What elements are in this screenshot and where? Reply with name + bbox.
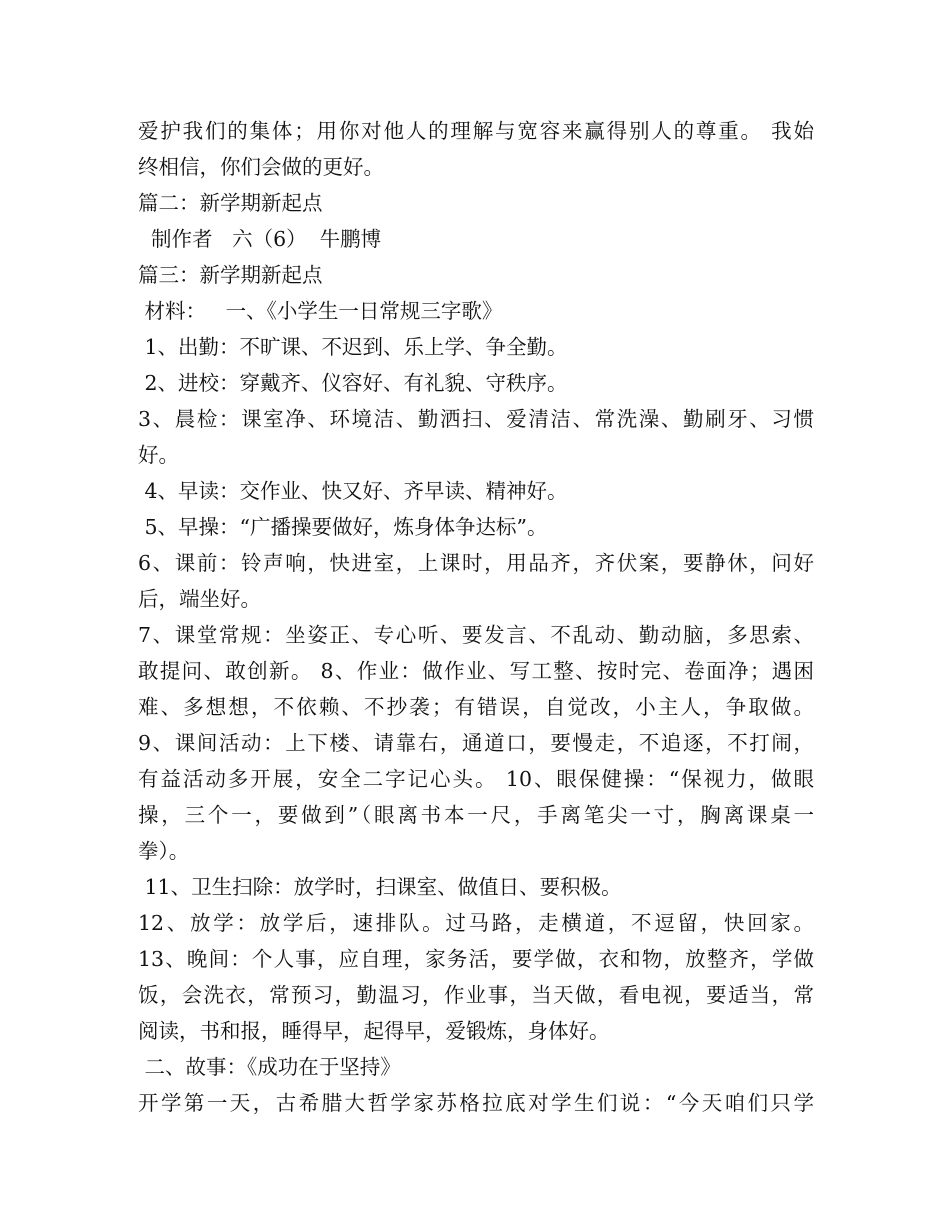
text-line: 9、课间活动：上下楼、请靠右，通道口，要慢走，不追逐，不打闹，	[138, 731, 814, 755]
text-line: 3、晨检：课室净、环境洁、勤洒扫、爱清洁、常洗澡、勤刷牙、习惯	[138, 407, 814, 431]
text-line: 13、晚间：个人事，应自理，家务活，要学做，衣和物，放整齐，学做	[138, 947, 814, 971]
text-line: 好。	[138, 443, 179, 467]
text-line: 敢提问、敢创新。 8、作业：做作业、写工整、按时完、卷面净；遇困	[138, 659, 814, 683]
text-line: 制作者 六（6） 牛鹏博	[138, 227, 382, 251]
text-line: 材料： 一、《小学生一日常规三字歌》	[138, 299, 503, 323]
text-line: 阅读，书和报，睡得早，起得早，爱锻炼，身体好。	[138, 1019, 610, 1043]
text-line: 1、出勤：不旷课、不迟到、乐上学、争全勤。	[138, 335, 568, 359]
text-line: 4、早读：交作业、快又好、齐早读、精神好。	[138, 479, 568, 503]
text-line: 二、故事：《成功在于坚持》	[138, 1055, 401, 1079]
text-line: 操，三个一，要做到”（眼离书本一尺，手离笔尖一寸，胸离课桌一	[138, 803, 814, 827]
text-line: 11、卫生扫除：放学时，扫课室、做值日、要积极。	[138, 875, 622, 899]
text-line: 2、进校：穿戴齐、仪容好、有礼貌、守秩序。	[138, 371, 568, 395]
text-line: 后，端坐好。	[138, 587, 261, 611]
text-line: 拳）。	[138, 839, 190, 863]
text-line: 7、课堂常规：坐姿正、专心听、要发言、不乱动、勤动脑，多思索、	[138, 623, 814, 647]
text-line: 12、放学：放学后，速排队。过马路，走横道，不逗留，快回家。	[138, 911, 814, 935]
text-line: 饭，会洗衣，常预习，勤温习，作业事，当天做，看电视，要适当，常	[138, 983, 814, 1007]
text-line: 篇三：新学期新起点	[138, 263, 323, 287]
document-body	[138, 113, 814, 1121]
text-line: 开学第一天，古希腊大哲学家苏格拉底对学生们说：“今天咱们只学	[138, 1091, 814, 1115]
text-line: 难、多想想，不依赖、不抄袭；有错误，自觉改，小主人，争取做。	[138, 695, 814, 719]
text-line: 篇二：新学期新起点	[138, 191, 323, 215]
text-line: 有益活动多开展，安全二字记心头。 10、眼保健操：“保视力，做眼	[138, 767, 814, 791]
text-line: 6、课前：铃声响，快进室，上课时，用品齐，齐伏案，要静休，问好	[138, 551, 814, 575]
text-line: 爱护我们的集体；用你对他人的理解与宽容来赢得别人的尊重。 我始	[138, 119, 814, 143]
text-line: 5、早操：“广播操要做好，炼身体争达标”。	[138, 515, 548, 539]
text-line: 终相信，你们会做的更好。	[138, 155, 384, 179]
